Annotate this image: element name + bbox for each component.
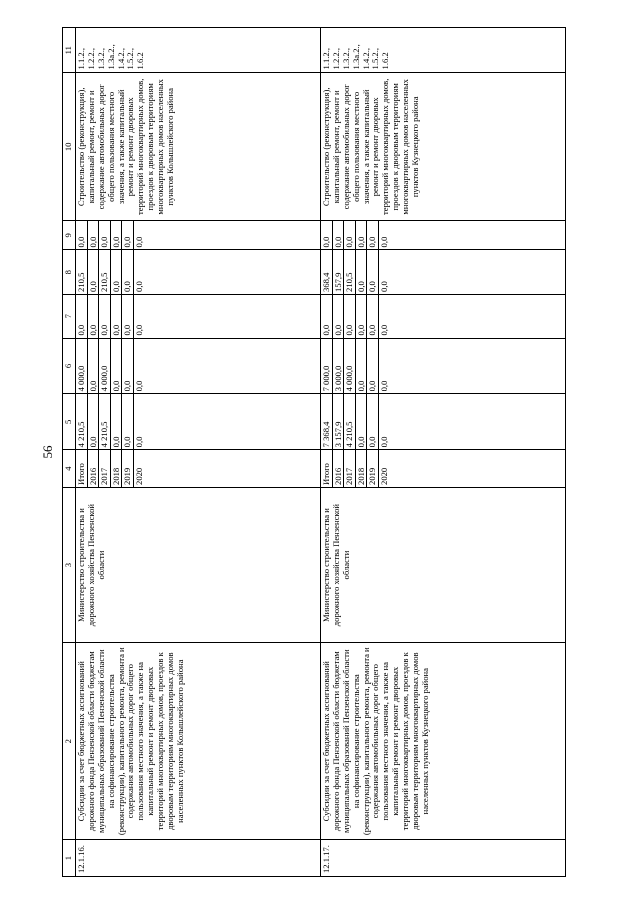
value: 210,5 xyxy=(99,250,111,294)
value: 0,0 xyxy=(344,221,356,249)
value: 0,0 xyxy=(111,250,123,294)
value: 0,0 xyxy=(111,339,123,394)
value: 3 000,0 xyxy=(333,339,345,394)
total-cell xyxy=(321,394,566,450)
value: 0,0 xyxy=(122,295,134,338)
value: 0,0 xyxy=(378,436,389,448)
header-cell: 10 xyxy=(63,73,76,221)
value: 0,0 xyxy=(122,339,134,394)
header-cell: 8 xyxy=(63,250,76,295)
other-cell xyxy=(321,221,566,250)
year-label: 2020 xyxy=(378,467,389,485)
value: 0,0 xyxy=(333,221,345,249)
regional-cell xyxy=(321,338,566,394)
value: 0,0 xyxy=(133,236,144,248)
value: 0,0 xyxy=(344,295,356,338)
header-cell: 3 xyxy=(63,487,76,642)
value: 0,0 xyxy=(76,221,88,249)
value: 0,0 xyxy=(356,394,368,449)
year-label: 2018 xyxy=(356,450,368,487)
value: 0,0 xyxy=(111,221,123,249)
regional-cell xyxy=(76,338,321,394)
value: 210,5 xyxy=(76,250,88,294)
year-label: Итого xyxy=(76,450,88,487)
page-number: 56 xyxy=(40,445,55,459)
value: 0,0 xyxy=(88,221,100,249)
local-cell xyxy=(321,250,566,295)
value: 0,0 xyxy=(378,236,389,248)
value: 0,0 xyxy=(133,281,144,292)
total-cell xyxy=(76,394,321,450)
value: 0,0 xyxy=(88,339,100,394)
local-cell xyxy=(76,250,321,295)
row-indicators: 1.1.2., 1.2.2., 1.3.2., 1.3а.2., 1.4.2., 1.5.2., 1.6.2 xyxy=(76,28,321,73)
value: 0,0 xyxy=(367,250,379,294)
row-executor: Министерство строительства и дорожного хозяйства Пензенской области xyxy=(76,487,321,642)
value: 7 000,0 xyxy=(321,339,333,394)
years-cell xyxy=(76,450,321,488)
year-label: 2020 xyxy=(133,467,144,485)
value: 0,0 xyxy=(122,394,134,449)
value: 0,0 xyxy=(122,221,134,249)
row-indicators: 1.1.2., 1.2.2., 1.3.2., 1.3а.2., 1.4.2., 1.5.2., 1.6.2 xyxy=(321,28,566,73)
value: 0,0 xyxy=(378,324,389,336)
value: 4 210,5 xyxy=(76,394,88,449)
value: 0,0 xyxy=(111,394,123,449)
value: 0,0 xyxy=(99,221,111,249)
value: 157,9 xyxy=(333,250,345,294)
row-result: Строительство (реконструкция), капитальный ремонт, ремонт и содержание автомобильных дорог общего пользования местного значения, а также капитальный ремонт и ремонт дворовых территорий многоквартирных домов, проездов к дворовым территориям многоквартирных домов населенных пунктов Колышлейского района xyxy=(76,73,321,221)
row-number: 12.1.16. xyxy=(76,840,321,877)
header-cell: 6 xyxy=(63,338,76,394)
value: 0,0 xyxy=(122,250,134,294)
value: 3 157,9 xyxy=(333,394,345,449)
year-label: 2019 xyxy=(122,450,134,487)
year-label: 2018 xyxy=(111,450,123,487)
value: 0,0 xyxy=(321,295,333,338)
value: 0,0 xyxy=(367,295,379,338)
table-row xyxy=(76,28,321,877)
value: 210,5 xyxy=(344,250,356,294)
years-cell xyxy=(321,450,566,488)
value: 0,0 xyxy=(133,324,144,336)
program-table xyxy=(62,27,566,877)
row-description: Субсидии за счет бюджетных ассигнований дорожного фонда Пензенской области бюджетам муниципальных образований Пензенской области на софинансирование строительства (реконструкции), капитального ремонта, ремонта и содержания автомобильных дорог общего пользования местного значения, а также на капитальный ремонт и ремонт дворовых территорий многоквартирных домов, проездов к дворовым территориям многоквартирных домов населенных пунктов Кузнецкого района xyxy=(321,643,566,840)
header-cell: 7 xyxy=(63,294,76,338)
row-executor: Министерство строительства и дорожного хозяйства Пензенской области xyxy=(321,487,566,642)
value: 0,0 xyxy=(333,295,345,338)
value: 0,0 xyxy=(321,221,333,249)
value: 0,0 xyxy=(356,339,368,394)
year-label: Итого xyxy=(321,450,333,487)
value: 0,0 xyxy=(367,339,379,394)
header-cell: 1 xyxy=(63,840,76,877)
value: 4 000,0 xyxy=(99,339,111,394)
year-label: 2016 xyxy=(333,450,345,487)
header-row xyxy=(63,28,76,877)
row-result: Строительство (реконструкция), капитальный ремонт, ремонт и содержание автомобильных дорог общего пользования местного значения, а также капитальный ремонт и ремонт дворовых территорий многоквартирных домов, проездов к дворовым территориям многоквартирных домов населенных пунктов Кузнецкого района xyxy=(321,73,566,221)
value: 0,0 xyxy=(99,295,111,338)
value: 0,0 xyxy=(356,221,368,249)
row-number: 12.1.17. xyxy=(321,840,566,877)
federal-cell xyxy=(321,294,566,338)
header-cell: 11 xyxy=(63,28,76,73)
value: 4 000,0 xyxy=(344,339,356,394)
value: 0,0 xyxy=(367,394,379,449)
header-cell: 4 xyxy=(63,450,76,488)
federal-cell xyxy=(76,294,321,338)
value: 0,0 xyxy=(356,295,368,338)
value: 0,0 xyxy=(367,221,379,249)
other-cell xyxy=(76,221,321,250)
value: 4 000,0 xyxy=(76,339,88,394)
rotated-table-container xyxy=(62,27,582,877)
value: 0,0 xyxy=(88,250,100,294)
header-cell: 9 xyxy=(63,221,76,250)
year-label: 2016 xyxy=(88,450,100,487)
value: 0,0 xyxy=(88,394,100,449)
value: 0,0 xyxy=(88,295,100,338)
value: 0,0 xyxy=(356,250,368,294)
value: 0,0 xyxy=(378,281,389,292)
year-label: 2019 xyxy=(367,450,379,487)
value: 0,0 xyxy=(133,380,144,392)
value: 0,0 xyxy=(378,380,389,392)
row-description: Субсидии за счет бюджетных ассигнований дорожного фонда Пензенской области бюджетам муниципальных образований Пензенской области на софинансирование строительства (реконструкции), капитального ремонта, ремонта и содержания автомобильных дорог общего пользования местного значения, а также на капитальный ремонт и ремонт дворовых территорий многоквартирных домов, проездов к дворовым территориям многоквартирных домов населенных пунктов Колышлейского района xyxy=(76,643,321,840)
value: 0,0 xyxy=(133,436,144,448)
year-label: 2017 xyxy=(99,450,111,487)
value: 4 210,5 xyxy=(99,394,111,449)
value: 7 368,4 xyxy=(321,394,333,449)
value: 0,0 xyxy=(111,295,123,338)
header-cell: 5 xyxy=(63,394,76,450)
table-row xyxy=(321,28,566,877)
value: 0,0 xyxy=(76,295,88,338)
value: 368,4 xyxy=(321,250,333,294)
value: 4 210,5 xyxy=(344,394,356,449)
header-cell: 2 xyxy=(63,643,76,840)
year-label: 2017 xyxy=(344,450,356,487)
